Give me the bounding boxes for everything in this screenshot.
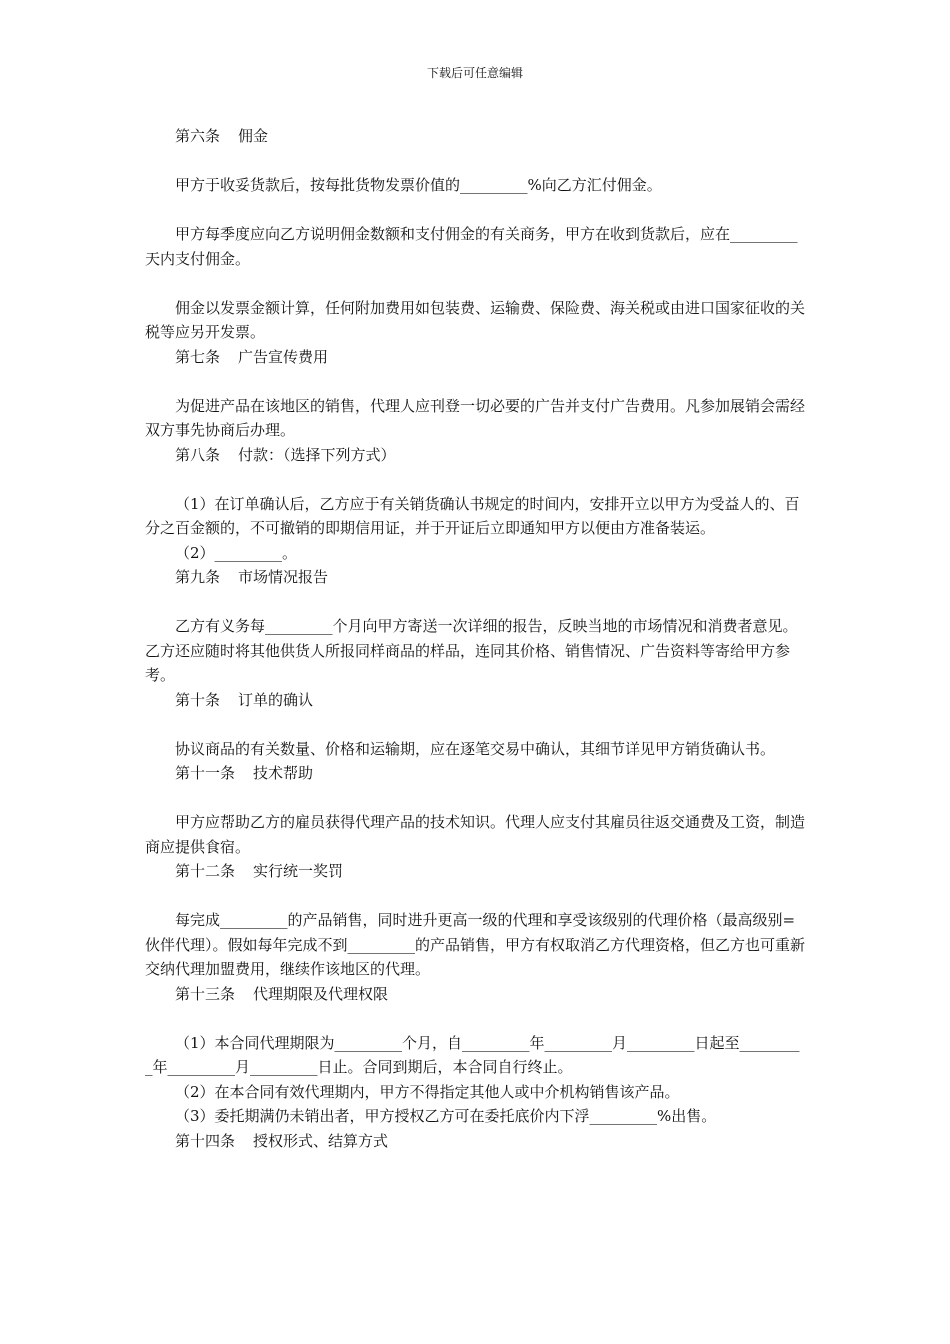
article-title: 市场情况报告 (238, 568, 329, 586)
article-paragraph: 协议商品的有关数量、价格和运输期，应在逐笔交易中确认，其细节详见甲方销货确认书。 (175, 739, 776, 758)
article-number: 第十二条 (175, 862, 236, 880)
article-paragraph: 为促进产品在该地区的销售，代理人应刊登一切必要的广告并支付广告费用。凡参加展销会需经双方事先协商后办理。 (145, 396, 806, 439)
article-paragraph: （2）_________。 (175, 543, 298, 562)
article-title: 广告宣传费用 (238, 347, 329, 366)
article-heading (145, 1129, 805, 1154)
article-heading (145, 565, 805, 590)
article-title: 佣金 (238, 127, 269, 145)
article-paragraph: 甲方于收妥货款后，按每批货物发票价值的_________%向乙方汇付佣金。 (175, 176, 662, 194)
article-title: 技术帮助 (253, 764, 314, 782)
article-number: 第八条 (175, 445, 221, 464)
article-paragraph: 甲方每季度应向乙方说明佣金数额和支付佣金的有关商务，甲方在收到货款后，应在_________天内支付佣金。 (145, 225, 798, 268)
article-paragraph: 乙方有义务每_________个月向甲方寄送一次详细的报告，反映当地的市场情况和消费者意见。乙方还应随时将其他供货人所报同样商品的样品，连同其价格、销售情况、广告资料等寄给甲方参考。 (145, 617, 798, 684)
article-number: 第六条 (175, 127, 221, 145)
article-number: 第十一条 (175, 764, 236, 782)
article-heading (145, 443, 805, 468)
article-paragraph: （2）在本合同有效代理期内，甲方不得指定其他人或中介机构销售该产品。 (175, 1082, 680, 1101)
article-paragraph: 甲方应帮助乙方的雇员获得代理产品的技术知识。代理人应支付其雇员往返交通费及工资，制造商应提供食宿。 (145, 813, 806, 856)
page-header: 下载后可任意编辑 (426, 66, 523, 80)
article-heading (145, 982, 805, 1007)
article-paragraph: （1）本合同代理期限为_________个月，自_________年_________月_________日起至_________年_________月_________日止。合同到期后，本合同自行终止。 (145, 1033, 800, 1076)
article-heading (145, 761, 805, 786)
article-number: 第十三条 (175, 984, 236, 1003)
article-paragraph: （1）在订单确认后，乙方应于有关销货确认书规定的时间内，安排开立以甲方为受益人的、百分之百金额的，不可撤销的即期信用证，并于开证后立即通知甲方以便由方准备装运。 (145, 494, 800, 537)
article-title: 代理期限及代理权限 (253, 984, 389, 1003)
article-title: 实行统一奖罚 (253, 862, 344, 880)
article-number: 第七条 (175, 347, 221, 366)
article-title: 付款：（选择下列方式） (238, 445, 396, 464)
article-number: 第十四条 (175, 1131, 236, 1150)
article-title: 订单的确认 (238, 690, 314, 709)
article-heading (145, 859, 805, 884)
document-body (145, 124, 805, 1153)
article-heading (145, 345, 805, 370)
article-heading (145, 124, 805, 149)
article-paragraph: （3）委托期满仍未销出者，甲方授权乙方可在委托底价内下浮_________%出售。 (175, 1107, 717, 1125)
article-number: 第九条 (175, 568, 221, 586)
article-heading (145, 688, 805, 713)
article-paragraph: 每完成_________的产品销售，同时进升更高一级的代理和享受该级别的代理价格（最高级别=伙伴代理）。假如每年完成不到_________的产品销售，甲方有权取消乙方代理资格，但乙方也可重新交纳代理加盟费用，继续作该地区的代理。 (145, 911, 806, 978)
article-number: 第十条 (175, 690, 221, 709)
article-paragraph: 佣金以发票金额计算，任何附加费用如包装费、运输费、保险费、海关税或由进口国家征收的关税等应另开发票。 (145, 298, 806, 341)
article-title: 授权形式、结算方式 (253, 1131, 389, 1150)
